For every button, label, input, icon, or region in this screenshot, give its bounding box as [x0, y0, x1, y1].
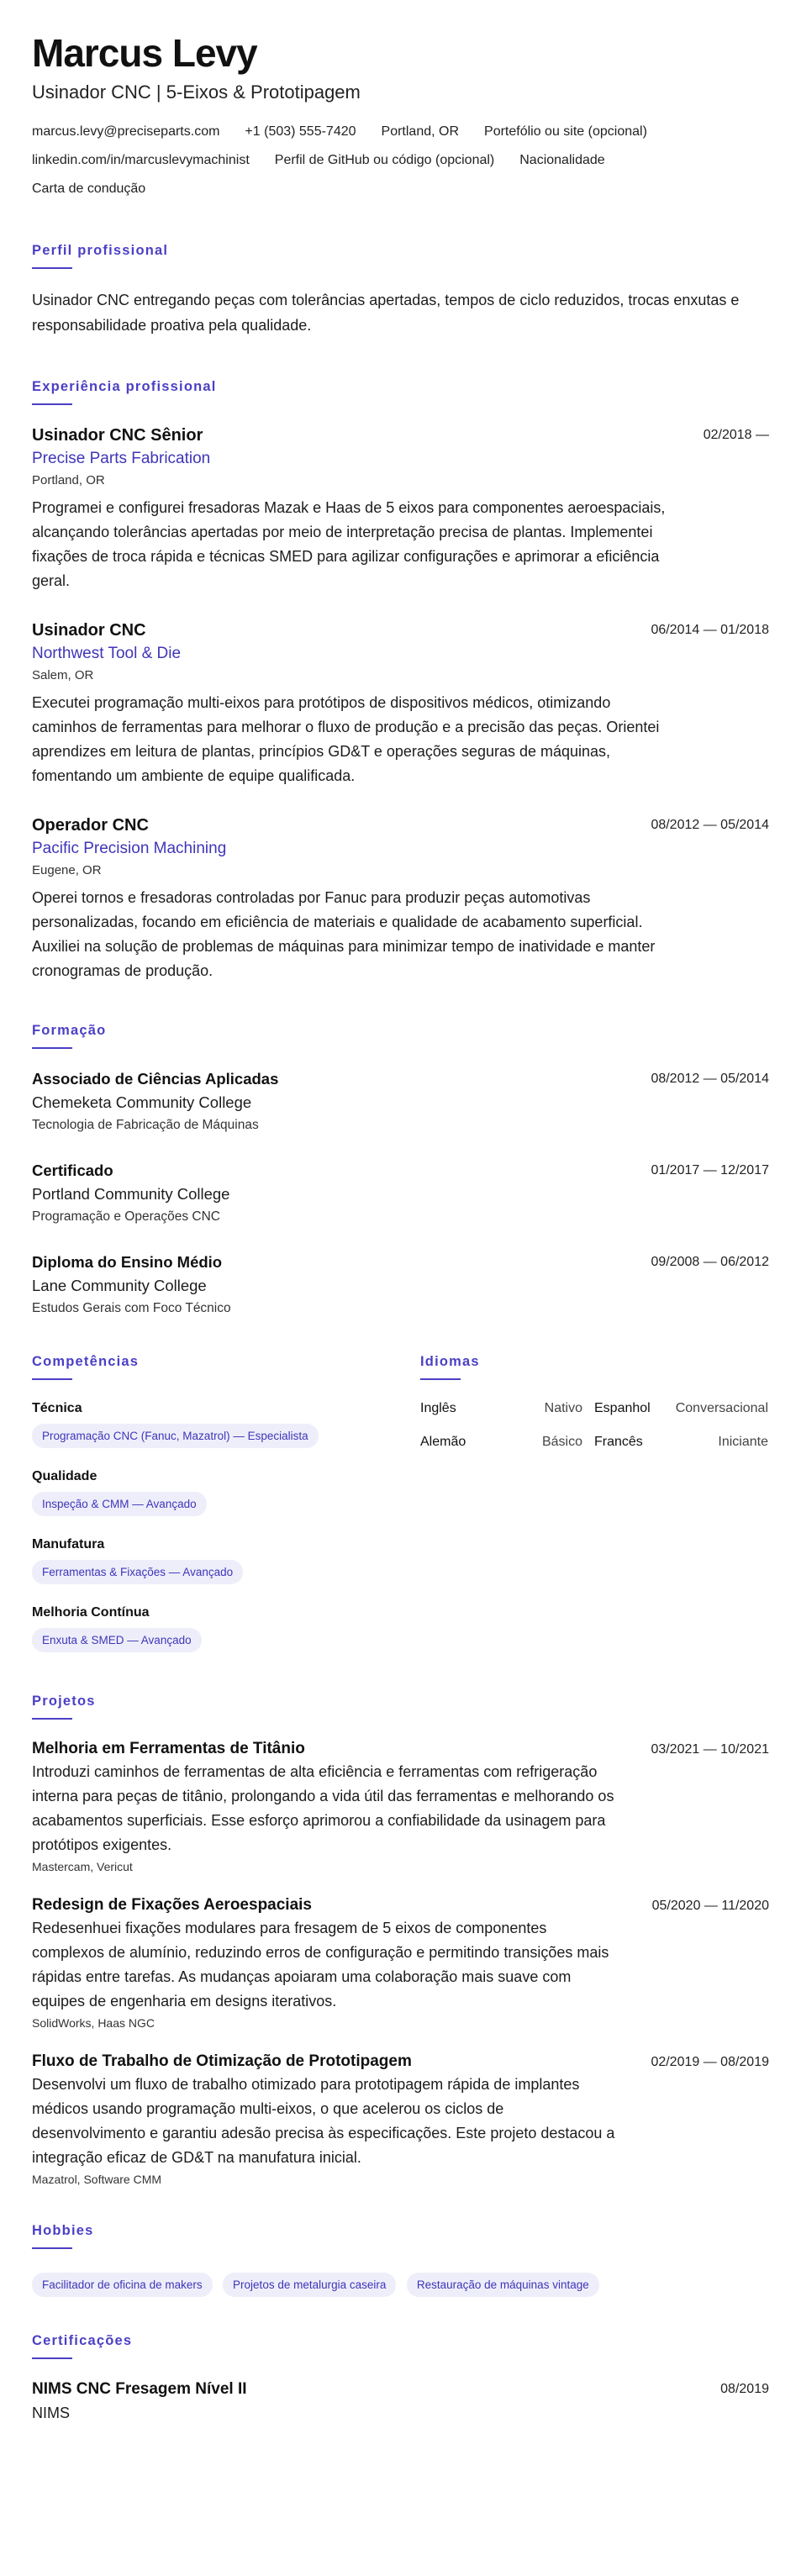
section-title: Hobbies [32, 2223, 94, 2238]
project-description: Desenvolvi um fluxo de trabalho otimizado para prototipagem rápida de implantes médicos usando programação multi-eixos, o que acelerou os ciclos de desenvolvimento e garantiu adesão precisa às especificações. Este projeto destacou a integração eficaz de GD&T na manufatura inicial. [32, 2076, 615, 2166]
school-name: Lane Community College [32, 1277, 207, 1294]
skill-category: Qualidade [32, 1469, 97, 1483]
certification-date: 08/2019 [720, 2382, 769, 2396]
section-divider [32, 1047, 72, 1049]
degree-title: Diploma do Ensino Médio [32, 1253, 223, 1271]
job-company: Northwest Tool & Die [32, 645, 182, 662]
project-tools: Mazatrol, Software CMM [32, 2173, 162, 2186]
project-description: Redesenhuei fixações modulares para fresagem de 5 eixos de componentes complexos de alumínio, reduzindo erros de configuração e permitindo transições mais rápidas entre tarefas. As mudanças apoiaram uma colaboração mais suave com equipes de engenharia em designs iterativos. [32, 1920, 609, 2010]
hobby-chip: Facilitador de oficina de makers [32, 2273, 213, 2297]
job-title: Usinador CNC Sênior [32, 426, 203, 445]
hobby-chip: Projetos de metalurgia caseira [223, 2273, 396, 2297]
education-section [32, 1020, 769, 1320]
section-title: Perfil profissional [32, 243, 169, 258]
education-dates: 08/2012 — 05/2014 [651, 1072, 769, 1086]
certifications-section [32, 2331, 769, 2425]
projects-section [32, 1691, 769, 2189]
job-title: Usinador CNC [32, 621, 146, 640]
profile-summary: Usinador CNC entregando peças com tolerâncias apertadas, tempos de ciclo reduzidos, trocas enxutas e responsabilidade proativa pela qualidade. [32, 292, 740, 334]
skill-chip: Enxuta & SMED — Avançado [32, 1628, 202, 1652]
hobby-list [32, 2268, 769, 2297]
job-company: Precise Parts Fabrication [32, 450, 211, 467]
skill-category: Manufatura [32, 1537, 105, 1551]
certification-issuer: NIMS [32, 2405, 70, 2421]
language-level: Iniciante [718, 1435, 768, 1449]
contact-phone[interactable]: +1 (503) 555-7420 [245, 124, 356, 139]
language-level: Conversacional [675, 1401, 768, 1415]
education-dates: 01/2017 — 12/2017 [651, 1163, 769, 1177]
project-dates: 02/2019 — 08/2019 [651, 2055, 769, 2069]
skill-chip: Ferramentas & Fixações — Avançado [32, 1560, 243, 1584]
candidate-name: Marcus Levy [32, 31, 257, 75]
contact-linkedin[interactable]: linkedin.com/in/marcuslevymachinist [32, 153, 250, 167]
contact-email[interactable]: marcus.levy@preciseparts.com [32, 124, 220, 139]
job-company: Pacific Precision Machining [32, 840, 227, 857]
job-location: Salem, OR [32, 668, 94, 682]
project-entry [32, 2051, 769, 2189]
language-item [594, 1399, 768, 1419]
profile-section [32, 240, 769, 338]
field-of-study: Tecnologia de Fabricação de Máquinas [32, 1118, 259, 1132]
skill-chip: Inspeção & CMM — Avançado [32, 1492, 207, 1516]
language-level: Básico [541, 1435, 582, 1449]
experience-section [32, 377, 769, 983]
skill-chip: Programação CNC (Fanuc, Mazatrol) — Especialista [32, 1424, 319, 1448]
contact-nationality: Nacionalidade [519, 153, 605, 167]
skill-group [32, 1535, 420, 1584]
project-entry [32, 1738, 769, 1876]
skill-group [32, 1603, 420, 1652]
section-divider [420, 1378, 461, 1380]
resume-header [32, 32, 769, 203]
job-description: Executei programação multi-eixos para protótipos de dispositivos médicos, otimizando caminhos de ferramentas para melhorar o fluxo de produção e a precisão das peças. Orientei aprendizes em leitura de plantas, princípios GD&T e operações seguras de máquinas, fomentando um ambiente de equipe qualificada. [32, 694, 660, 784]
language-name: Espanhol [594, 1401, 651, 1415]
contact-portfolio[interactable]: Portefólio ou site (opcional) [484, 124, 647, 139]
language-name: Francês [594, 1435, 643, 1449]
field-of-study: Programação e Operações CNC [32, 1209, 220, 1224]
project-tools: SolidWorks, Haas NGC [32, 2016, 155, 2030]
experience-entry [32, 814, 769, 983]
skill-group [32, 1399, 420, 1448]
project-dates: 03/2021 — 10/2021 [651, 1742, 769, 1757]
education-entry [32, 1159, 769, 1228]
school-name: Portland Community College [32, 1185, 230, 1203]
languages-column [420, 1351, 769, 1671]
section-divider [32, 267, 72, 269]
language-item [594, 1432, 768, 1452]
language-item [420, 1432, 594, 1452]
field-of-study: Estudos Gerais com Foco Técnico [32, 1301, 231, 1315]
language-row [420, 1399, 769, 1419]
project-dates: 05/2020 — 11/2020 [651, 1899, 769, 1913]
degree-title: Certificado [32, 1162, 113, 1179]
section-title: Idiomas [420, 1354, 480, 1369]
experience-entry [32, 619, 769, 788]
skills-column [32, 1351, 420, 1671]
project-title: Melhoria em Ferramentas de Titânio [32, 1740, 305, 1757]
skill-category: Melhoria Contínua [32, 1605, 150, 1620]
job-location: Portland, OR [32, 473, 105, 487]
job-dates: 02/2018 — [703, 428, 769, 442]
project-title: Redesign de Fixações Aeroespaciais [32, 1896, 313, 1914]
skill-group [32, 1467, 420, 1516]
job-dates: 06/2014 — 01/2018 [651, 623, 769, 637]
contact-driving-license: Carta de condução [32, 182, 146, 196]
section-divider [32, 1718, 72, 1720]
hobby-chip: Restauração de máquinas vintage [407, 2273, 599, 2297]
job-description: Operei tornos e fresadoras controladas por Fanuc para produzir peças automotivas personalizadas, focando em eficiência de materiais e qualidade de acabamento superficial. Auxiliei na solução de problemas de máquinas para minimizar tempo de inatividade e manter cronogramas de produção. [32, 889, 656, 979]
certification-entry [32, 2378, 769, 2425]
hobbies-section [32, 2220, 769, 2297]
language-name: Inglês [420, 1401, 456, 1415]
job-title: Operador CNC [32, 816, 149, 835]
skill-category: Técnica [32, 1401, 82, 1415]
job-dates: 08/2012 — 05/2014 [651, 818, 769, 832]
education-entry [32, 1067, 769, 1136]
section-divider [32, 2247, 72, 2249]
degree-title: Associado de Ciências Aplicadas [32, 1070, 279, 1088]
section-divider [32, 2357, 72, 2359]
school-name: Chemeketa Community College [32, 1093, 252, 1111]
section-title: Formação [32, 1023, 107, 1038]
section-title: Certificações [32, 2333, 133, 2348]
contact-location: Portland, OR [381, 124, 460, 139]
job-location: Eugene, OR [32, 863, 102, 877]
project-tools: Mastercam, Vericut [32, 1860, 133, 1873]
experience-entry [32, 424, 769, 593]
education-entry [32, 1251, 769, 1320]
skills-languages-section [32, 1351, 769, 1671]
section-title: Competências [32, 1354, 140, 1369]
language-item [420, 1399, 594, 1419]
contact-github[interactable]: Perfil de GitHub ou código (opcional) [274, 153, 495, 167]
job-description: Programei e configurei fresadoras Mazak e Haas de 5 eixos para componentes aeroespaciais, alcançando tolerâncias apertadas por meio de interpretação precisa de plantas. Implementei fixações de troca rápida e técnicas SMED para agilizar configurações e aprimorar a eficiência geral. [32, 499, 666, 589]
section-divider [32, 1378, 72, 1380]
section-title: Experiência profissional [32, 379, 217, 394]
language-level: Nativo [544, 1401, 582, 1415]
project-entry [32, 1894, 769, 2032]
section-title: Projetos [32, 1694, 96, 1709]
certification-title: NIMS CNC Fresagem Nível II [32, 2380, 247, 2398]
project-description: Introduzi caminhos de ferramentas de alta eficiência e ferramentas com refrigeração interna para peças de titânio, prolongando a vida útil das ferramentas e melhorando os acabamentos superficiais. Esse esforço aprimorou a confiabilidade da usinagem para protótipos exigentes. [32, 1763, 614, 1853]
language-name: Alemão [420, 1435, 466, 1449]
contact-list [32, 118, 763, 203]
project-title: Fluxo de Trabalho de Otimização de Prototipagem [32, 2052, 412, 2070]
section-divider [32, 403, 72, 405]
education-dates: 09/2008 — 06/2012 [651, 1255, 769, 1269]
candidate-role: Usinador CNC | 5-Eixos & Prototipagem [32, 82, 361, 103]
language-row [420, 1432, 769, 1452]
